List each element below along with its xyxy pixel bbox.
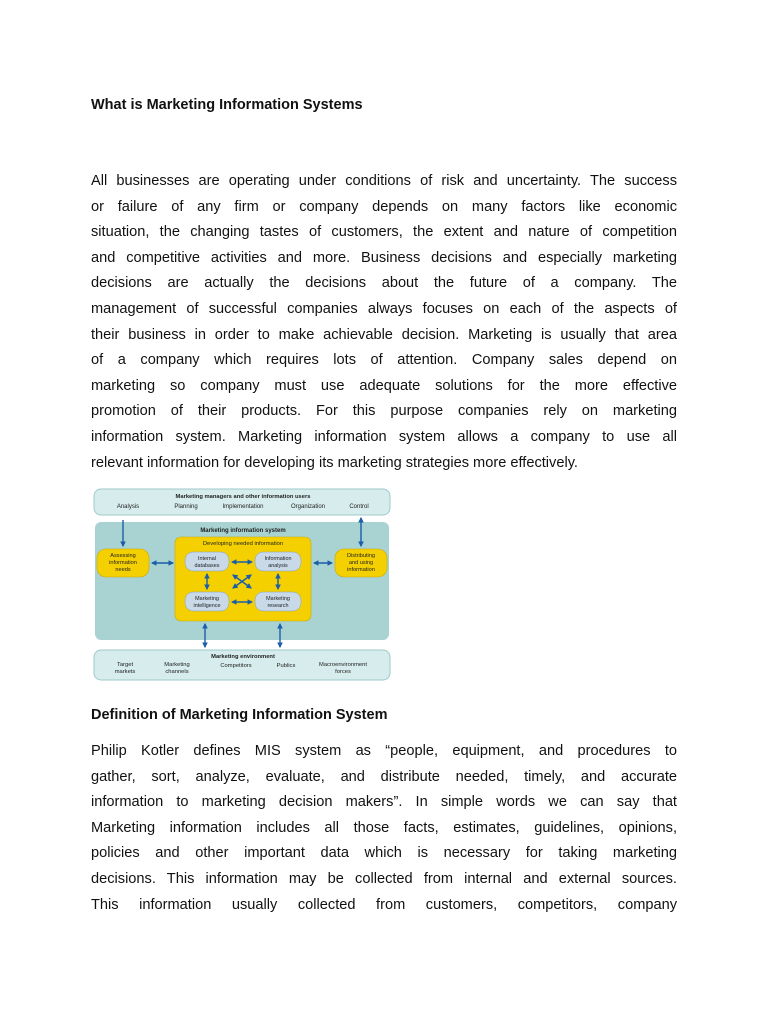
paragraph-line: or failure of any firm or company depends on many factors like economic: [91, 198, 677, 215]
paragraph-line: information to marketing decision makers”. In simple words we can say that: [91, 794, 677, 811]
paragraph-line: Marketing information includes all those facts, estimates, guidelines, opinions,: [91, 819, 677, 836]
node-label: analysis: [268, 563, 288, 569]
section-title-mis: What is Marketing Information Systems: [91, 97, 363, 113]
node-label: Marketing: [195, 596, 219, 602]
paragraph-line: gather, sort, analyze, evaluate, and distribute needed, timely, and accurate: [91, 768, 677, 785]
top-band-item: Control: [349, 504, 369, 510]
top-band-item: Implementation: [222, 504, 264, 510]
paragraph-line: decisions. This information may be collected from internal and external sources.: [91, 870, 677, 887]
node-label: databases: [194, 563, 220, 569]
distributing-line: and using: [348, 560, 374, 566]
bottom-band-item: Marketing: [164, 662, 190, 668]
paragraph-line: management of successful companies always focuses on each of the aspects of: [91, 300, 677, 317]
paragraph-line: Philip Kotler defines MIS system as “people, equipment, and procedures to: [91, 743, 677, 759]
assessing-line: information: [109, 560, 137, 566]
bottom-band-title: Marketing environment: [211, 654, 275, 660]
paragraph-line: This information usually collected from customers, competitors, company: [91, 896, 677, 913]
paragraph-line: of a company which requires lots of attention. Company sales depend on: [91, 352, 677, 369]
top-band-item: Organization: [290, 504, 326, 510]
paragraph-line: All businesses are operating under conditions of risk and uncertainty. The success: [91, 173, 677, 189]
top-band-title: Marketing managers and other information users: [175, 494, 311, 500]
mis-diagram-svg: [93, 487, 393, 683]
top-band-item: Planning: [174, 504, 198, 510]
paragraph-line: situation, the changing tastes of customers, the extent and nature of competition: [91, 224, 677, 241]
intro-paragraph: [91, 169, 677, 476]
assessing-line: needs: [115, 567, 131, 573]
node-label: Marketing: [266, 596, 290, 602]
mis-panel-title: Marketing information system: [200, 528, 286, 534]
paragraph-line: marketing so company must use adequate solutions for the more effective: [91, 377, 677, 394]
section-title-definition: Definition of Marketing Information System: [91, 707, 388, 723]
top-band: [94, 489, 390, 515]
paragraph-line: policies and other important data which is necessary for taking marketing: [91, 845, 677, 862]
node-label: intelligence: [193, 603, 221, 609]
bottom-band-item: Target: [116, 662, 134, 668]
bottom-band-item: Publics: [276, 663, 296, 669]
paragraph-line: decisions are actually the decisions about the future of a company. The: [91, 275, 677, 292]
assessing-line: Assessing: [110, 553, 136, 559]
paragraph-line: promotion of their products. For this purpose companies rely on marketing: [91, 403, 677, 420]
developing-info-title: Developing needed information: [202, 541, 284, 547]
bottom-band-item: Competitors: [220, 663, 252, 669]
paragraph-line: relevant information for developing its marketing strategies more effectively.: [91, 454, 578, 471]
node-label: Information: [264, 556, 292, 562]
bottom-band-item: markets: [114, 669, 136, 675]
bottom-band-item: forces: [335, 669, 351, 675]
paragraph-line: and competitive activities and more. Business decisions and especially marketing: [91, 249, 677, 266]
top-band-item: Analysis: [116, 504, 140, 510]
mis-diagram: [93, 487, 393, 683]
paragraph-line: their business in order to make achievable decision. Marketing is usually that area: [91, 326, 677, 343]
paragraph-line: information system. Marketing information system allows a company to use all: [91, 428, 677, 445]
distributing-line: Distributing: [347, 553, 375, 559]
definition-paragraph: [91, 739, 677, 918]
bottom-band-item: channels: [165, 669, 189, 675]
distributing-line: information: [347, 567, 375, 573]
node-label: Internal: [198, 556, 216, 562]
bottom-band-item: Macroenvironment: [318, 662, 368, 668]
node-label: research: [267, 603, 289, 609]
